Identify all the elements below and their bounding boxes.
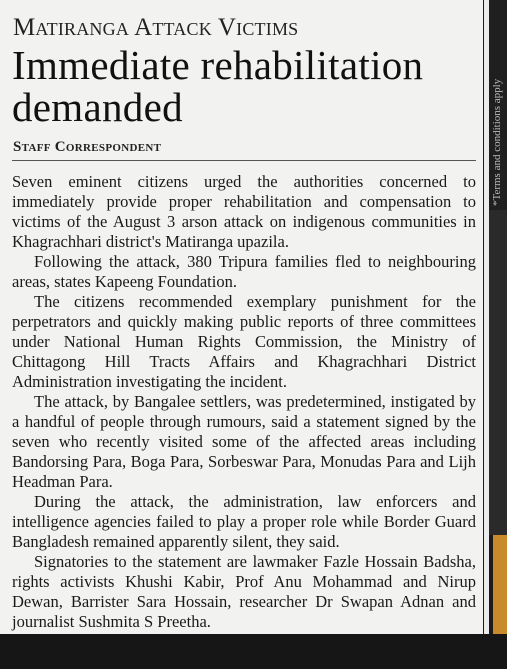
- adjacent-ad-text: *Terms and conditions apply: [491, 78, 503, 206]
- article-paragraph: Signatories to the statement are lawmaker Fazle Hossain Badsha, rights activists Khushi Kabir, Prof Anu Mohammad and Nirup Dewan, Barrister Sara Hossain, researcher Dr Swapan Adnan and journalist Sushmita S Preetha.: [12, 552, 476, 631]
- article-paragraph: The citizens recommended exemplary punishment for the perpetrators and quickly making public reports of three committees under National Human Rights Commission, the Ministry of Chittagong Hill Tracts Affairs and Khagrachhari District Administration investigating the incident.: [12, 292, 476, 391]
- article-paragraph: During the attack, the administration, law enforcers and intelligence agencies failed to play a proper role while Border Guard Bangladesh remained apparently silent, they said.: [12, 492, 476, 551]
- page-bottom-shadow: [0, 634, 507, 669]
- adjacent-orange-block: [493, 535, 507, 634]
- byline-divider: [12, 160, 476, 161]
- article-paragraph: The attack, by Bangalee settlers, was predetermined, instigated by a handful of people through rumours, said a statement signed by the seven who recently visited some of the affected areas including Bandorsing Para, Boga Para, Sorbeswar Para, Monudas Para and Lijh Headman Para.: [12, 392, 476, 491]
- article-paragraph: Seven eminent citizens urged the authorities concerned to immediately provide proper rehabilitation and compensation to victims of the August 3 arson attack on indigenous communities in Khagrachhari district's Matiranga upazila.: [12, 172, 476, 251]
- adjacent-dark-block: [489, 210, 507, 535]
- article-paragraph: Following the attack, 380 Tripura families fled to neighbouring areas, states Kapeeng Foundation.: [12, 252, 476, 291]
- article-byline: Staff Correspondent: [13, 139, 162, 155]
- article-headline: Immediate rehabilitation demanded: [12, 42, 424, 130]
- article-kicker: Matiranga Attack Victims: [13, 14, 299, 41]
- article-body: [12, 172, 476, 632]
